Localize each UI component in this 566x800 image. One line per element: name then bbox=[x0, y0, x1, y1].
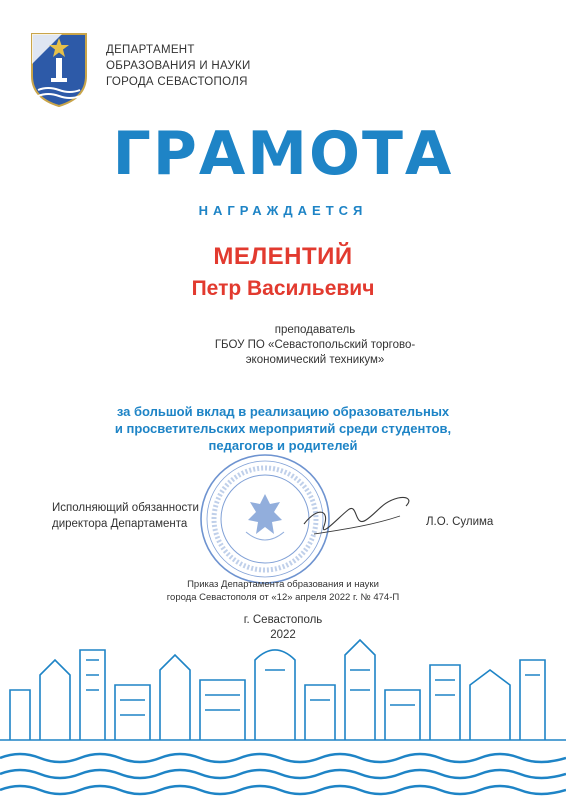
merit-text bbox=[0, 403, 566, 454]
issue-year: 2022 bbox=[270, 629, 296, 641]
coat-of-arms-icon bbox=[24, 28, 94, 108]
department-line: ГОРОДА СЕВАСТОПОЛЯ bbox=[106, 76, 248, 88]
order-line: города Севастополя от «12» апреля 2022 г. № 474-П bbox=[166, 592, 400, 603]
handwritten-signature-icon bbox=[300, 480, 420, 550]
signatory-role bbox=[52, 500, 199, 532]
recipient-position bbox=[200, 323, 430, 368]
signatory-name: Л.О. Сулима bbox=[426, 516, 494, 528]
position-line: экономический техникум» bbox=[245, 354, 385, 366]
signatory-role-line: Исполняющий обязанности bbox=[52, 502, 199, 514]
merit-line: за большой вклад в реализацию образовательных bbox=[116, 404, 450, 419]
merit-line: и просветительских мероприятий среди студентов, bbox=[114, 421, 452, 436]
position-line: ГБОУ ПО «Севастопольский торгово- bbox=[214, 339, 416, 351]
department-line: ОБРАЗОВАНИЯ И НАУКИ bbox=[106, 60, 251, 72]
department-name bbox=[106, 42, 251, 90]
order-reference bbox=[0, 578, 566, 604]
department-line: ДЕПАРТАМЕНТ bbox=[106, 44, 195, 56]
recipient-given-names: Петр Васильевич bbox=[191, 277, 375, 300]
certificate-title: ГРАМОТА bbox=[112, 119, 454, 189]
awarded-caption: НАГРАЖДАЕТСЯ bbox=[198, 203, 368, 218]
order-line: Приказ Департамента образования и науки bbox=[187, 579, 379, 590]
merit-line: педагогов и родителей bbox=[208, 438, 358, 453]
recipient-surname: МЕЛЕНТИЙ bbox=[213, 243, 353, 270]
city-skyline-icon bbox=[0, 630, 566, 800]
signatory-role-line: директора Департамента bbox=[52, 518, 188, 530]
position-line: преподаватель bbox=[274, 324, 356, 336]
place-name: г. Севастополь bbox=[243, 614, 323, 626]
